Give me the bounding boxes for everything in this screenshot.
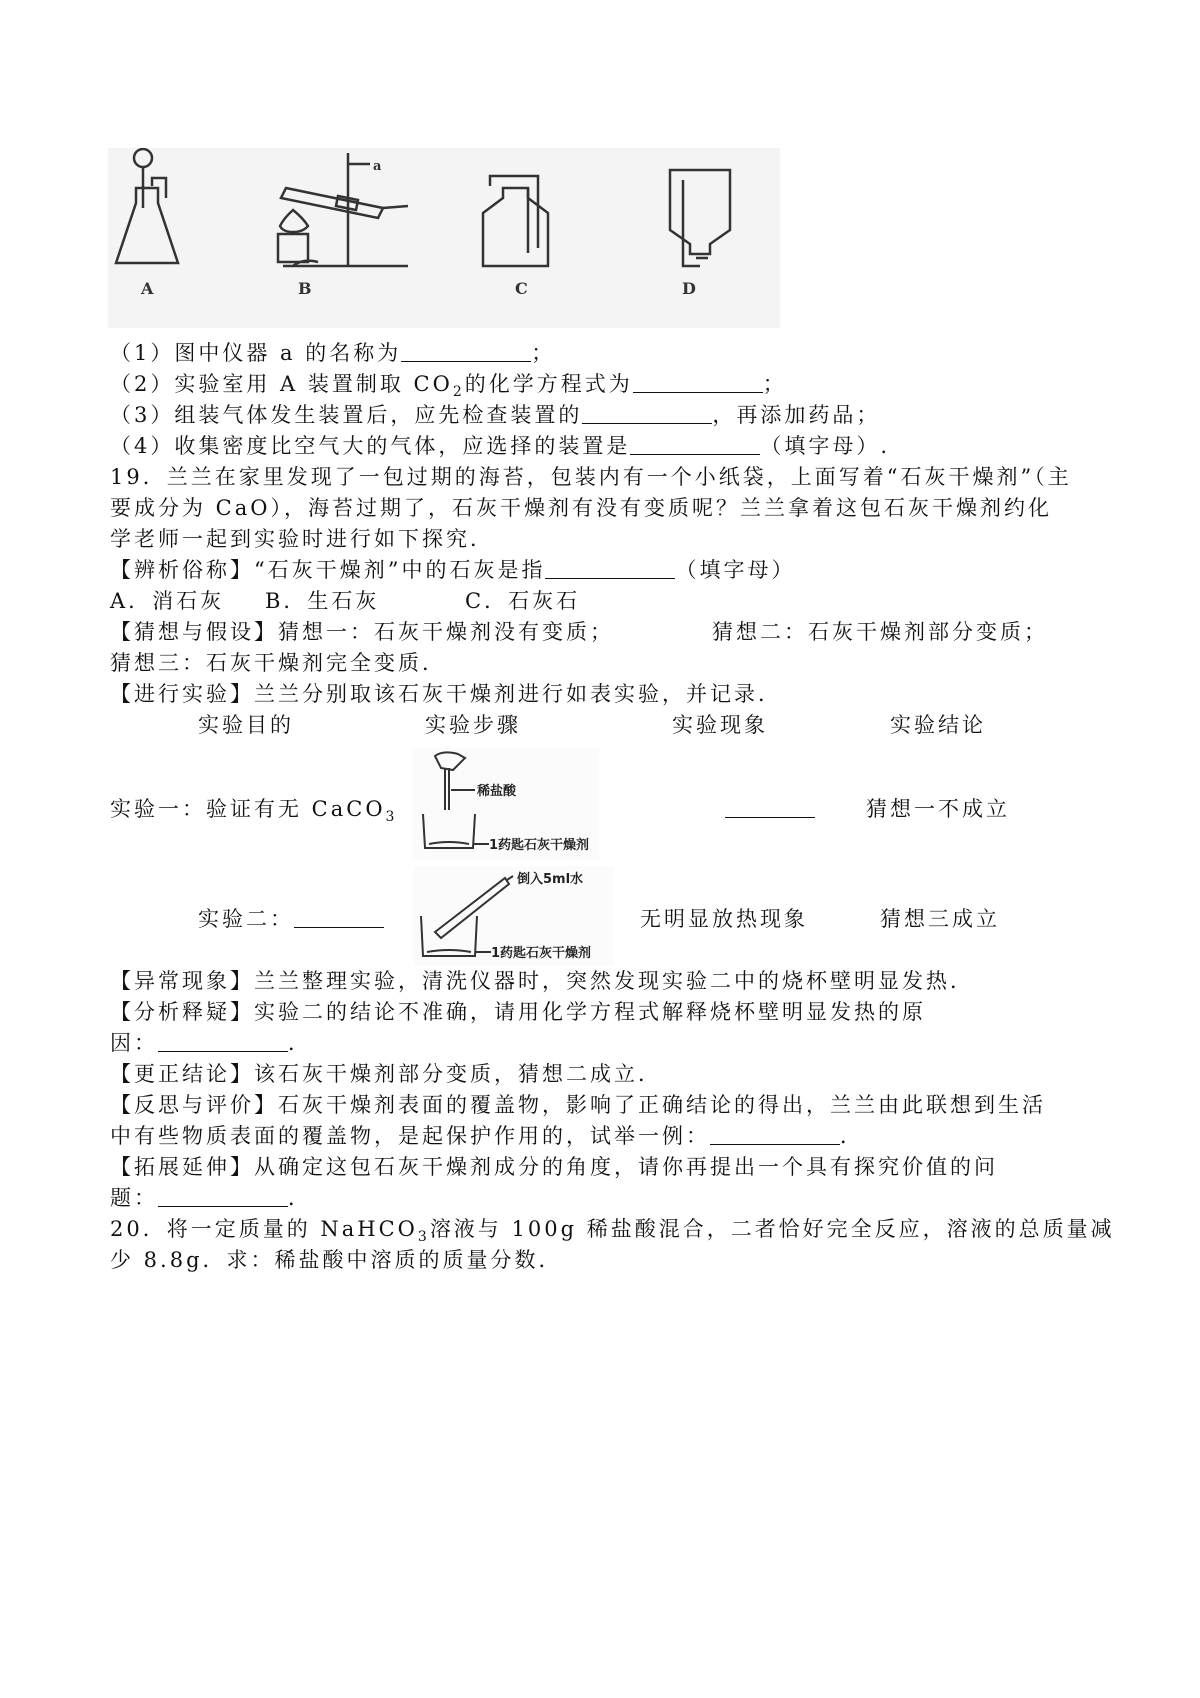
q18-part1: [110, 338, 1110, 368]
figure-tag-a: a: [373, 159, 382, 174]
answer-blank[interactable]: [710, 1124, 840, 1145]
q19-intro-line2: 要成分为 CaO），海苔过期了，石灰干燥剂有没有变质呢？兰兰拿着这包石灰干燥剂约化: [110, 496, 1052, 520]
q19-fenxi-suffix: ．: [288, 1031, 312, 1055]
caixiang-one: 【猜想与假设】猜想一：石灰干燥剂没有变质；: [110, 620, 614, 644]
table-header-conclusion: 实验结论: [890, 713, 986, 737]
subscript: 2: [452, 384, 465, 401]
q19-fansi-prefix: 中有些物质表面的覆盖物，是起保护作用的，试举一例：: [110, 1124, 710, 1148]
apparatus-figure: [108, 148, 780, 328]
caixiang-two: 猜想二：石灰干燥剂部分变质；: [712, 620, 1048, 644]
q19-tuozhan-prefix: 题：: [110, 1186, 158, 1210]
q19-fansi-line1: 【反思与评价】石灰干燥剂表面的覆盖物，影响了正确结论的得出，兰兰由此联想到生活: [110, 1093, 1046, 1117]
q19-bianxi-text: 【辨析俗称】“石灰干燥剂”中的石灰是指: [110, 558, 546, 582]
exp1-conclusion: 猜想一不成立: [866, 797, 1010, 821]
exp1-label-sample: 1药匙石灰干燥剂: [489, 838, 590, 853]
q20-line2: 少 8.8g．求：稀盐酸中溶质的质量分数．: [110, 1248, 563, 1272]
exp1-purpose-text: 实验一：验证有无 CaCO: [110, 797, 386, 821]
q18-part1-suffix: ；: [531, 341, 556, 365]
q18-part2-suffix: ；: [762, 372, 787, 396]
answer-blank[interactable]: [582, 403, 712, 424]
q19-tuozhan-suffix: ．: [288, 1186, 312, 1210]
option-c: C．石灰石: [465, 589, 581, 613]
exp2-purpose-text: 实验二：: [198, 907, 294, 931]
q18-part4-text: （4）收集密度比空气大的气体，应选择的装置是: [110, 434, 631, 458]
answer-blank[interactable]: [158, 1031, 288, 1052]
option-b: B．生石灰: [265, 589, 380, 613]
q19-fansi-line2: [110, 1121, 1110, 1151]
q19-fenxi-line2: [110, 1028, 1110, 1058]
answer-blank[interactable]: [401, 341, 531, 362]
answer-blank[interactable]: [545, 558, 675, 579]
exp1-purpose: [110, 794, 397, 832]
q19-fenxi-line1: 【分析释疑】实验二的结论不准确，请用化学方程式解释烧杯壁明显发热的原: [110, 1000, 926, 1024]
figure-label-c: C: [515, 279, 528, 298]
answer-blank[interactable]: [725, 797, 815, 818]
exp2-label-water: 倒入5ml水: [517, 872, 584, 887]
exp1-figure: [413, 748, 599, 860]
exp2-figure: [413, 866, 613, 966]
option-a: A．消石灰: [110, 589, 225, 613]
answer-blank[interactable]: [294, 907, 384, 928]
q18-part4: [110, 431, 1110, 461]
q19-intro-line3: 学老师一起到实验时进行如下探究．: [110, 527, 494, 551]
q19-caixiang-line2: 猜想三：石灰干燥剂完全变质．: [110, 651, 446, 675]
q19-fansi-suffix: ．: [840, 1124, 864, 1148]
q19-fenxi-prefix: 因：: [110, 1031, 158, 1055]
q18-part3: [110, 400, 1110, 430]
table-header-steps: 实验步骤: [425, 713, 521, 737]
figure-label-d: D: [682, 279, 696, 298]
exp2-conclusion: 猜想三成立: [880, 907, 1000, 931]
table-header-phenomenon: 实验现象: [672, 713, 768, 737]
q19-tuozhan-line1: 【拓展延伸】从确定这包石灰干燥剂成分的角度，请你再提出一个具有探究价值的问: [110, 1155, 998, 1179]
answer-blank[interactable]: [630, 434, 760, 455]
subscript: 3: [417, 1229, 430, 1246]
q19-gengzheng: 【更正结论】该石灰干燥剂部分变质，猜想二成立．: [110, 1062, 662, 1086]
exp2-purpose: [198, 904, 384, 934]
exp2-phenomenon: 无明显放热现象: [640, 907, 808, 931]
q19-bianxi-suffix: （填字母）: [675, 558, 796, 582]
apparatus-drawing: [108, 148, 780, 328]
exp2-label-sample: 1药匙石灰干燥剂: [491, 946, 592, 961]
table-header-purpose: 实验目的: [198, 713, 294, 737]
exp1-drawing: [413, 748, 599, 860]
q18-part3-text: （3）组装气体发生装置后，应先检查装置的: [110, 403, 583, 427]
q19-tuozhan-line2: [110, 1183, 1110, 1213]
q19-jinxing: 【进行实验】兰兰分别取该石灰干燥剂进行如表实验，并记录．: [110, 682, 782, 706]
q19-bianxi: [110, 555, 1110, 585]
q18-part3-suffix: ，再添加药品；: [712, 403, 881, 427]
q20-line1-suffix: 溶液与 100g 稀盐酸混合，二者恰好完全反应，溶液的总质量减: [429, 1217, 1115, 1241]
answer-blank[interactable]: [158, 1186, 288, 1207]
exp2-drawing: [413, 866, 613, 966]
q20-line1-prefix: 20．将一定质量的 NaHCO: [110, 1217, 418, 1241]
exp1-label-acid: 稀盐酸: [477, 784, 517, 799]
answer-blank[interactable]: [633, 372, 763, 393]
exp1-phenomenon: [725, 794, 815, 824]
q18-part2-text: （2）实验室用 A 装置制取 CO: [110, 372, 453, 396]
q18-part1-text: （1）图中仪器 a 的名称为: [110, 341, 402, 365]
q19-yichang: 【异常现象】兰兰整理实验，清洗仪器时，突然发现实验二中的烧杯壁明显发热．: [110, 969, 974, 993]
q18-part4-suffix: （填字母）.: [760, 434, 891, 458]
subscript: 3: [385, 809, 398, 826]
q18-part2-mid: 的化学方程式为: [464, 372, 633, 396]
figure-label-a: A: [141, 279, 154, 298]
q19-intro-line1: 19．兰兰在家里发现了一包过期的海苔，包装内有一个小纸袋，上面写着“石灰干燥剂”（主: [110, 465, 1072, 489]
figure-label-b: B: [298, 279, 312, 298]
